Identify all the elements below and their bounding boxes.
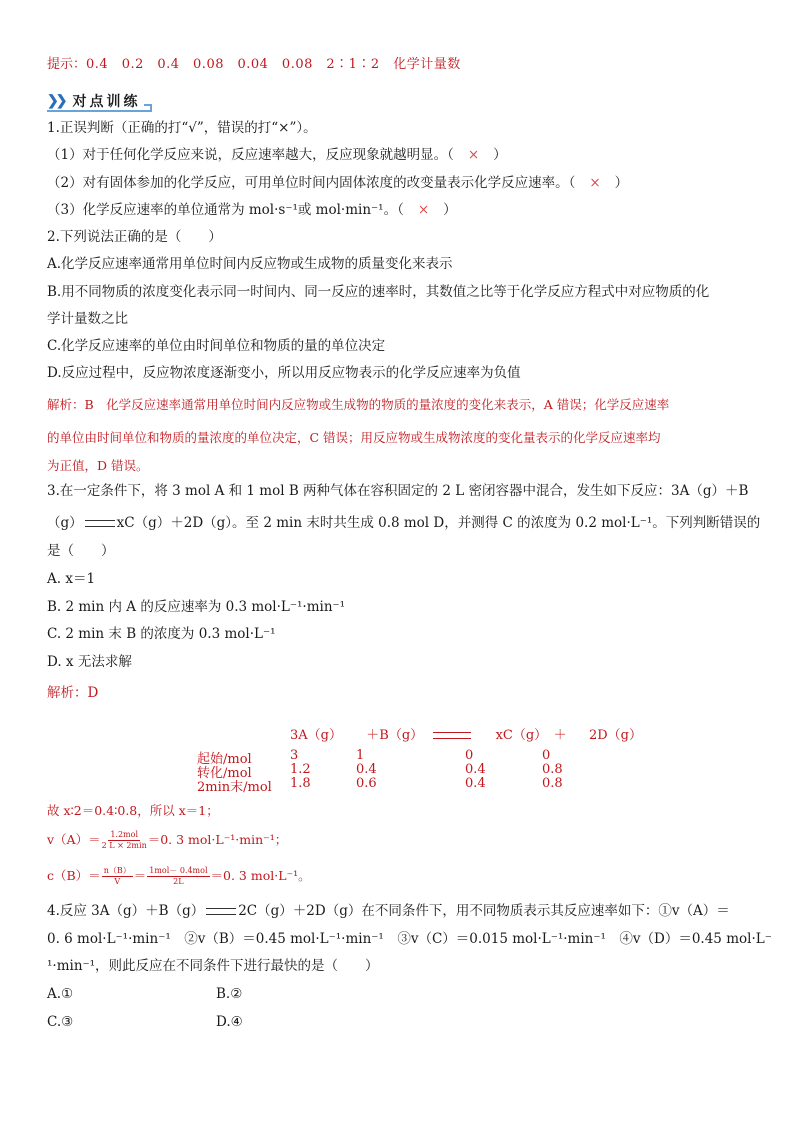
q3-stem-line2: （g） xC（g）＋2D（g）。至 2 min 末时共生成 0.8 mol D，并测得 C 的浓度为 0.2 mol·L⁻¹。下列判断错误的: [47, 515, 761, 531]
fraction: $\frac{\text{1.2mol}}{2 L \times 2\min}$: [101, 830, 147, 850]
reversible-arrow-icon: [206, 908, 236, 915]
q3-stem-line1: 3.在一定条件下，将 3 mol A 和 1 mol B 两种气体在容积固定的 2 L 密闭容器中混合，发生如下反应：3A（g）＋B: [47, 483, 749, 499]
q2-option-c: C.化学反应速率的单位由时间单位和物质的量的单位决定: [47, 338, 386, 354]
q2-option-b-line1: B.用不同物质的浓度变化表示同一时间内、同一反应的速率时，其数值之比等于化学反应方程式中对应物质的化: [47, 284, 710, 300]
q4-option-c: C.③: [47, 1014, 74, 1030]
wrong-mark-icon: ×: [589, 175, 601, 191]
q1-stem: 1.正误判断（正确的打“√”，错误的打“×”）。: [47, 120, 317, 136]
q2-analysis-line2: 的单位由时间单位和物质的量浓度的单位决定，C 错误；用反应物或生成物浓度的变化量表示的化学反应速率均: [47, 430, 661, 445]
q3-option-d: D. x 无法求解: [47, 654, 132, 670]
hint-label: 提示：: [47, 57, 87, 72]
q2-option-a: A.化学反应速率通常用单位时间内反应物或生成物的质量变化来表示: [47, 256, 453, 272]
q3-analysis-label: 解析：D: [47, 685, 99, 701]
q4-option-d: D.④: [216, 1014, 243, 1030]
q3-calc-va: v（A）＝ $\frac{\text{1.2mol}}{2 L \times 2\min}$ ＝0. 3 mol·L⁻¹·min⁻¹；: [47, 830, 288, 850]
hint-line: [47, 53, 461, 72]
q1-item-1-text: （1）对于任何化学反应来说，反应速率越大，反应现象就越明显。（: [47, 147, 454, 163]
q4-stem-line2: 0. 6 mol·L⁻¹·min⁻¹ ②v（B）＝0.45 mol·L⁻¹·min⁻¹ ③v（C）＝0.015 mol·L⁻¹·min⁻¹ ④v（D）＝0.45 mol·L⁻: [47, 931, 772, 947]
section-header: [47, 90, 140, 112]
q1-item-1: （1）对于任何化学反应来说，反应速率越大，反应现象就越明显。（ × ）: [47, 147, 507, 163]
hint-values: 0.4 0.2 0.4 0.08 0.04 0.08 2∶1∶2 化学计量数: [86, 57, 461, 72]
q4-option-a: A.①: [47, 986, 74, 1002]
q3-calc-cb: c（B）＝ $\frac{n(B)}{V}$ ＝ $\frac{\text{1mol－ 0.4mol}}{2L}$ ＝0. 3 mol·L⁻¹。: [47, 866, 311, 886]
q3-option-a: A. x＝1: [47, 571, 96, 587]
q2-option-b-line2: 学计量数之比: [47, 311, 128, 327]
q3-stem-line3: 是（ ）: [47, 543, 115, 559]
q2-option-d: D.反应过程中，反应物浓度逐渐变小，所以用反应物表示的化学反应速率为负值: [47, 365, 521, 381]
wrong-mark-icon: ×: [417, 202, 430, 218]
reversible-arrow-icon: [433, 732, 471, 739]
section-underline: [47, 110, 150, 112]
q2-analysis-line1: 解析：B 化学反应速率通常用单位时间内反应物或生成物的物质的量浓度的变化来表示，A 错误；化学反应速率: [47, 397, 670, 412]
q3-calc-x: 故 x∶2＝0.4∶0.8，所以 x＝1；: [47, 803, 219, 818]
q1-item-2-text: （2）对有固体参加的化学反应，可用单位时间内固体浓度的改变量表示化学反应速率。（: [47, 175, 576, 191]
q4-option-b: B.②: [216, 986, 243, 1002]
q4-stem-line3: ¹·min⁻¹，则此反应在不同条件下进行最快的是（ ）: [47, 958, 379, 974]
q2-analysis-line3: 为正值，D 错误。: [47, 458, 149, 473]
fraction: $\frac{n(B)}{V}$: [103, 866, 131, 886]
section-corner-mark: [144, 104, 152, 112]
q1-item-2: （2）对有固体参加的化学反应，可用单位时间内固体浓度的改变量表示化学反应速率。（ × ）: [47, 175, 629, 191]
reversible-arrow-icon: [85, 520, 115, 527]
double-chevron-icon: ❯❯: [47, 93, 65, 109]
q3-equation: 3A（g） ＋B（g） xC（g） ＋ 2D（g）: [290, 728, 642, 743]
q1-item-3: （3）化学反应速率的单位通常为 mol·s⁻¹或 mol·min⁻¹。（ × ）: [47, 202, 457, 218]
q3-option-c: C. 2 min 末 B 的浓度为 0.3 mol·L⁻¹: [47, 626, 276, 642]
section-title: 对点训练: [72, 94, 141, 110]
fraction: $\frac{\text{1mol－ 0.4mol}}{2L}$: [149, 866, 208, 886]
q3-option-b: B. 2 min 内 A 的反应速率为 0.3 mol·L⁻¹·min⁻¹: [47, 599, 346, 615]
q2-stem: 2.下列说法正确的是（ ）: [47, 229, 222, 245]
q1-item-3-text: （3）化学反应速率的单位通常为 mol·s⁻¹或 mol·min⁻¹。（: [47, 202, 404, 218]
q4-stem-line1: 4.反应 3A（g）＋B（g） 2C（g）＋2D（g）在不同条件下，用不同物质表示其反应速率如下：①v（A）＝: [47, 903, 730, 919]
wrong-mark-icon: ×: [467, 147, 480, 163]
